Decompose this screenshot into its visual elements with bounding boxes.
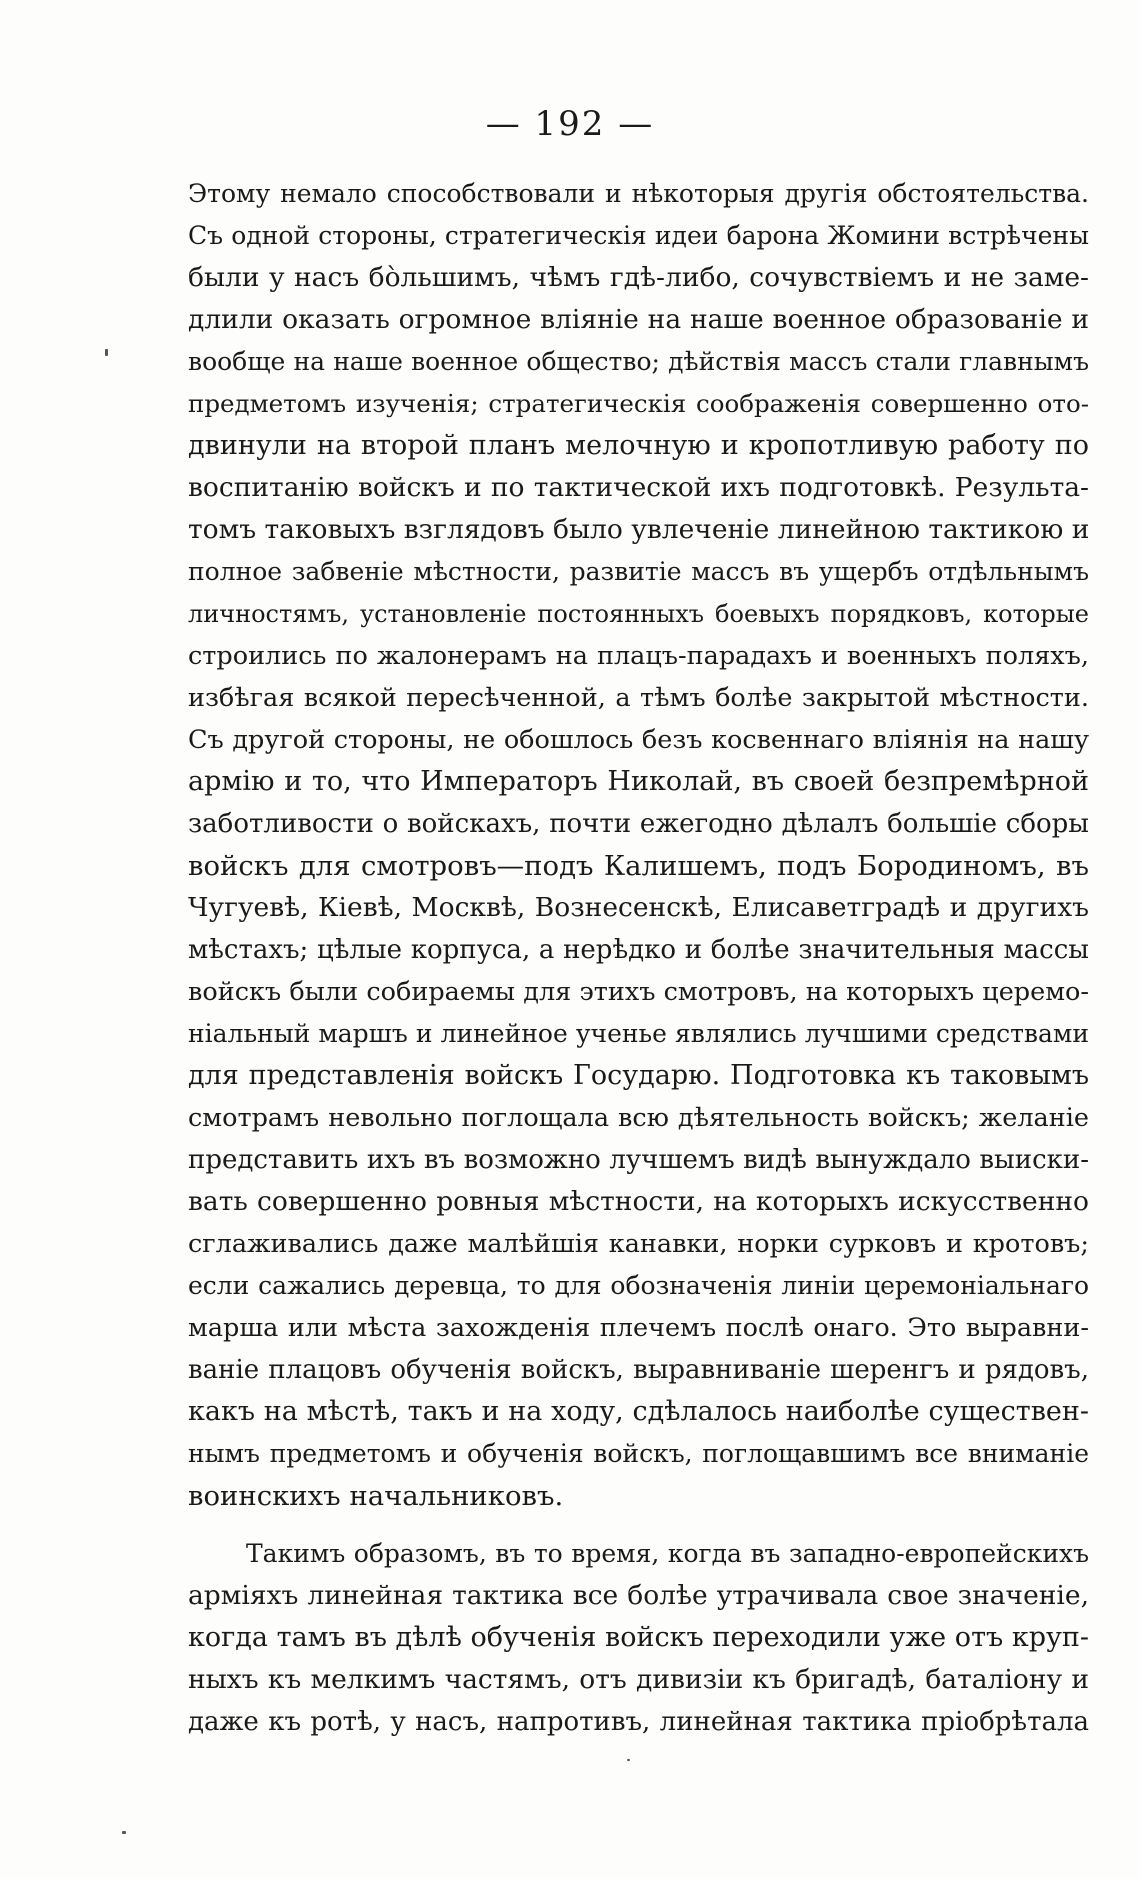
- text-line: предметомъ изученія; стратегическія соображенія совершенно ото-: [188, 389, 1089, 418]
- text-line: Съ другой стороны, не обошлось безъ косвеннаго вліянія на нашу: [188, 725, 1089, 755]
- text-line: сглаживались даже малѣйшія канавки, норки сурковъ и кротовъ;: [188, 1229, 1089, 1259]
- text-line: арміяхъ линейная тактика все болѣе утрачивала свое значеніе,: [188, 1580, 1089, 1611]
- text-line: какъ на мѣстѣ, такъ и на ходу, сдѣлалось наиболѣе существен-: [188, 1396, 1089, 1427]
- paragraph-1: [188, 173, 1089, 1517]
- scan-speck: [105, 349, 108, 356]
- text-line: строились по жалонерамъ на плацъ-парадахъ и военныхъ поляхъ,: [188, 641, 1089, 671]
- text-line: Чугуевѣ, Кіевѣ, Москвѣ, Вознесенскѣ, Елисаветградѣ и другихъ: [188, 892, 1089, 923]
- text-line: войскъ были собираемы для этихъ смотровъ, на которыхъ церемо-: [188, 977, 1089, 1007]
- text-line: двинули на второй планъ мелочную и кропотливую работу по: [188, 430, 1089, 461]
- text-line: ныхъ къ мелкимъ частямъ, отъ дивизіи къ бригадѣ, баталіону и: [188, 1664, 1089, 1695]
- text-line: марша или мѣста захожденія плечемъ послѣ онаго. Это выравни-: [188, 1313, 1089, 1343]
- text-line: полное забвеніе мѣстности, развитіе массъ въ ущербъ отдѣльнымъ: [188, 557, 1089, 586]
- body-text: [188, 173, 1089, 1743]
- text-line: мѣстахъ; цѣлые корпуса, а нерѣдко и болѣе значительныя массы: [188, 935, 1089, 965]
- text-line: избѣгая всякой пересѣченной, а тѣмъ болѣе закрытой мѣстности.: [188, 683, 1089, 713]
- text-line: ваніе плацовъ обученія войскъ, выравниваніе шеренгъ и рядовъ,: [188, 1355, 1089, 1385]
- text-line: воинскихъ начальниковъ.: [188, 1480, 564, 1512]
- text-line: представить ихъ въ возможно лучшемъ видѣ вынуждало выиски-: [188, 1145, 1089, 1175]
- text-line: нымъ предметомъ и обученія войскъ, поглощавшимъ все вниманіе: [188, 1439, 1089, 1468]
- text-line: длили оказать огромное вліяніе на наше военное образованіе и: [188, 304, 1089, 335]
- text-line: смотрамъ невольно поглощала всю дѣятельность войскъ; желаніе: [188, 1103, 1089, 1133]
- text-line: заботливости о войскахъ, почти ежегодно дѣлалъ большіе сборы: [188, 809, 1089, 839]
- text-line: личностямъ, установленіе постоянныхъ боевыхъ порядковъ, которые: [188, 600, 1089, 628]
- text-line: когда тамъ въ дѣлѣ обученія войскъ переходили уже отъ круп-: [188, 1622, 1089, 1653]
- text-line: Такимъ образомъ, въ то время, когда въ западно-европейскихъ: [246, 1539, 1089, 1568]
- scan-speck: [122, 1831, 126, 1834]
- text-line: вать совершенно ровныя мѣстности, на которыхъ искусственно: [188, 1186, 1089, 1217]
- text-line: даже къ ротѣ, у насъ, напротивъ, линейная тактика пріобрѣтала: [188, 1707, 1089, 1737]
- text-line: войскъ для смотровъ—подъ Калишемъ, подъ Бородиномъ, въ: [188, 850, 1089, 882]
- paragraph-2: [188, 1533, 1089, 1743]
- paragraph-gap: [188, 1517, 1089, 1533]
- text-line: Этому немало способствовали и нѣкоторыя другія обстоятельства.: [188, 179, 1089, 208]
- text-line: ніальный маршъ и линейное ученье являлись лучшими средствами: [188, 1019, 1089, 1048]
- text-line: армію и то, что Императоръ Николай, въ своей безпремѣрной: [188, 766, 1089, 797]
- text-line: томъ таковыхъ взглядовъ было увлеченіе линейною тактикою и: [188, 514, 1089, 545]
- scan-speck: [627, 1759, 630, 1761]
- text-line: для представленія войскъ Государю. Подготовка къ таковымъ: [188, 1060, 1089, 1091]
- text-line: воспитанію войскъ и по тактической ихъ подготовкѣ. Результа-: [188, 472, 1089, 503]
- page-number: — 192 —: [485, 104, 655, 144]
- text-line: если сажались деревца, то для обозначенія линіи церемоніальнаго: [188, 1271, 1089, 1300]
- text-line: вообще на наше военное общество; дѣйствія массъ стали главнымъ: [188, 347, 1089, 376]
- text-line: были у насъ бо̀льшимъ, чѣмъ гдѣ-либо, сочувствіемъ и не заме-: [188, 262, 1089, 293]
- text-line: Съ одной стороны, стратегическія идеи барона Жомини встрѣчены: [188, 221, 1089, 250]
